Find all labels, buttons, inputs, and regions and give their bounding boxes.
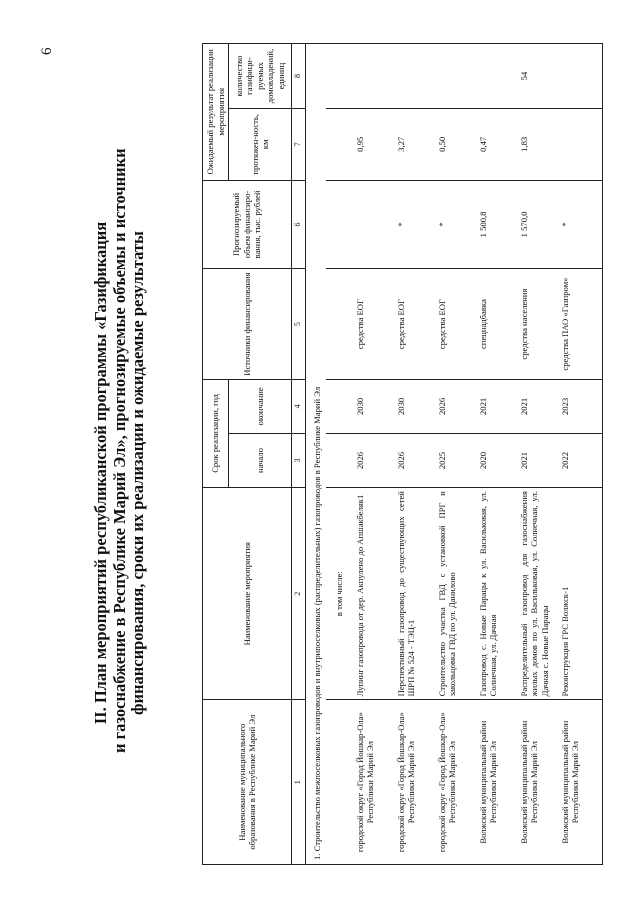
funding-source-cell: средства ЕОГ: [435, 269, 476, 379]
funding-volume-cell: 1 500,8: [476, 180, 517, 269]
measure-cell: Реконструкция ГРС Волжск-1: [558, 488, 603, 700]
households-cell: [558, 44, 603, 109]
funding-volume-cell: *: [435, 180, 476, 269]
measure-cell: Газопровод с. Новые Парацы к ул. Васильковая, ул. Солнечная, ул. Дачная: [476, 488, 517, 700]
column-number: 2: [292, 488, 306, 700]
municipality-cell: Волжский муниципальный район Республики Марий Эл: [517, 700, 558, 865]
length-km-cell: 1,83: [517, 109, 558, 180]
households-cell: [353, 44, 394, 109]
plan-table: [202, 43, 603, 865]
header-volume: Прогнозируемый объем финансиро-вания, тыс. рублей: [203, 180, 292, 269]
end-year-cell: 2030: [353, 379, 394, 433]
funding-volume-cell: 1 570,0: [517, 180, 558, 269]
start-year-cell: 2020: [476, 433, 517, 487]
header-start: начало: [229, 433, 292, 487]
measure-cell: Распределительный газопровод для газоснабжения жилых домов по ул. Васильковая, ул. Солнечная, ул. Дачная с. Новые Парацы: [517, 488, 558, 700]
households-cell: 54: [517, 44, 558, 109]
table-row: [394, 44, 435, 865]
column-number: 1: [292, 700, 306, 865]
funding-source-cell: средства ЕОГ: [353, 269, 394, 379]
funding-volume-cell: *: [394, 180, 435, 269]
length-km-cell: 0,47: [476, 109, 517, 180]
end-year-cell: 2021: [476, 379, 517, 433]
start-year-cell: 2021: [517, 433, 558, 487]
funding-volume-cell: [353, 180, 394, 269]
column-number: 7: [292, 109, 306, 180]
start-year-cell: 2026: [353, 433, 394, 487]
header-length: протяжен-ность, км: [229, 109, 292, 180]
end-year-cell: 2021: [517, 379, 558, 433]
end-year-cell: 2030: [394, 379, 435, 433]
municipality-cell: городской округ «Город Йошкар-Ола» Республики Марий Эл: [394, 700, 435, 865]
measure-cell: Лупинг газопровода от дер. Акпулено до Апшакбеляк1: [353, 488, 394, 700]
header-source: Источники финансирования: [203, 269, 292, 379]
end-year-cell: 2026: [435, 379, 476, 433]
funding-source-cell: спецнадбавка: [476, 269, 517, 379]
header-municipality: Наименование муниципального образования в Республике Марий Эл: [203, 700, 292, 865]
including-label: в том числе:: [326, 488, 353, 700]
table-row: [435, 44, 476, 865]
length-km-cell: 0,50: [435, 109, 476, 180]
section-title: 1. Строительство межпоселковых газопроводов и внутрипоселковых (распределительных) газопроводов в Республике Марий Эл: [305, 44, 326, 865]
header-measure: Наименование мероприятия: [203, 488, 292, 700]
column-number: 3: [292, 433, 306, 487]
page-number: 6: [39, 47, 55, 55]
header-period: Срок реализации, год: [203, 379, 229, 487]
column-number: 6: [292, 180, 306, 269]
municipality-cell: Волжский муниципальный район Республики Марий Эл: [476, 700, 517, 865]
title-line: финансирования, сроки их реализации и ожидаемые результаты: [128, 231, 147, 715]
municipality-cell: Волжский муниципальный район Республики Марий Эл: [558, 700, 603, 865]
end-year-cell: 2023: [558, 379, 603, 433]
measure-cell: Перспективный газопровод до существующих сетей ШРП № 524 - ТЭЦ-1: [394, 488, 435, 700]
column-number: 5: [292, 269, 306, 379]
start-year-cell: 2025: [435, 433, 476, 487]
length-km-cell: 3,27: [394, 109, 435, 180]
column-number: 8: [292, 44, 306, 109]
header-end: окончание: [229, 379, 292, 433]
table-row: [558, 44, 603, 865]
households-cell: [435, 44, 476, 109]
header-expected-result: Ожидаемый результат реализации мероприятия: [203, 44, 229, 181]
header-households: количество газифици-руемых домовладений, единиц: [229, 44, 292, 109]
table-row: [517, 44, 558, 865]
document-title: [91, 148, 148, 753]
title-line: II. План мероприятий республиканской программы «Газификация: [91, 221, 110, 725]
funding-source-cell: средства ЕОГ: [394, 269, 435, 379]
start-year-cell: 2026: [394, 433, 435, 487]
municipality-cell: городской округ «Город Йошкар-Ола» Республики Марий Эл: [435, 700, 476, 865]
table-row: [353, 44, 394, 865]
table-row: [476, 44, 517, 865]
funding-source-cell: средства населения: [517, 269, 558, 379]
column-number: 4: [292, 379, 306, 433]
length-km-cell: 0,95: [353, 109, 394, 180]
title-line: и газоснабжение в Республике Марий Эл», прогнозируемые объемы и источники: [109, 148, 129, 753]
households-cell: [476, 44, 517, 109]
start-year-cell: 2022: [558, 433, 603, 487]
funding-volume-cell: *: [558, 180, 603, 269]
municipality-cell: городской округ «Город Йошкар-Ола» Республики Марий Эл: [353, 700, 394, 865]
households-cell: [394, 44, 435, 109]
length-km-cell: [558, 109, 603, 180]
measure-cell: Строительство участка ГВД с установкой ПРГ и закольцовка ГВД по ул. Данилово: [435, 488, 476, 700]
funding-source-cell: средства ПАО «Газпром»: [558, 269, 603, 379]
